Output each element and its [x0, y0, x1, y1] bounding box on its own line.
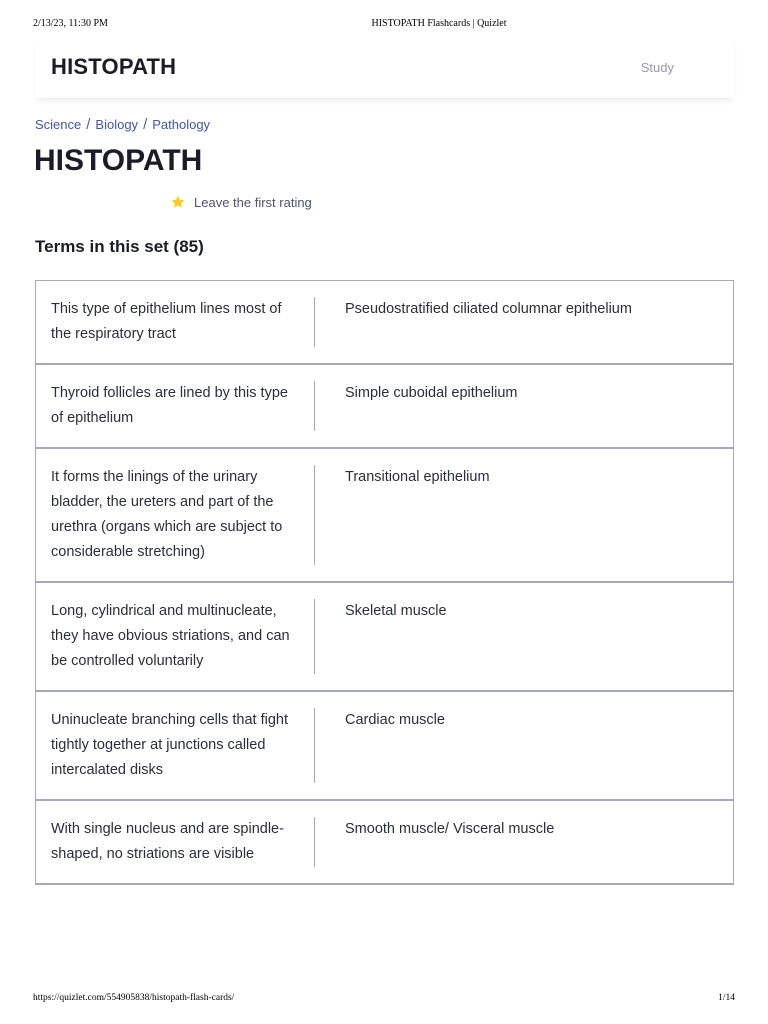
print-page-title: HISTOPATH Flashcards | Quizlet: [371, 18, 507, 29]
terms-list: [35, 280, 734, 885]
breadcrumb-separator: /: [143, 116, 148, 133]
definition-text: Cardiac muscle: [345, 712, 445, 728]
print-footer: [0, 991, 768, 1007]
rating-button[interactable]: [170, 194, 312, 210]
print-header: [0, 16, 768, 34]
term-text: It forms the linings of the urinary bladder, the ureters and part of the urethra (organs which are subject to considerable stretching): [51, 465, 315, 565]
term-row: [36, 281, 733, 365]
term-row: [36, 365, 733, 449]
top-bar: [35, 38, 734, 98]
print-page-number: 1/14: [718, 993, 735, 1003]
study-link[interactable]: Study: [640, 60, 674, 75]
definition-text: Simple cuboidal epithelium: [345, 385, 518, 401]
term-text: Thyroid follicles are lined by this type of epithelium: [51, 381, 315, 431]
star-icon: [170, 194, 186, 210]
term-row: [36, 583, 733, 692]
breadcrumb: [35, 116, 210, 133]
term-text: This type of epithelium lines most of the respiratory tract: [51, 297, 315, 347]
term-text: With single nucleus and are spindle-shaped, no striations are visible: [51, 817, 315, 867]
breadcrumb-pathology[interactable]: Pathology: [152, 117, 211, 132]
breadcrumb-separator: /: [86, 116, 91, 133]
breadcrumb-biology[interactable]: Biology: [95, 117, 139, 132]
term-row: [36, 449, 733, 583]
terms-heading: Terms in this set (85): [35, 237, 204, 256]
term-text: Long, cylindrical and multinucleate, they have obvious striations, and can be controlled voluntarily: [51, 599, 315, 674]
definition-text: Smooth muscle/ Visceral muscle: [345, 821, 555, 837]
definition-text: Pseudostratified ciliated columnar epithelium: [345, 301, 632, 317]
definition-text: Transitional epithelium: [345, 469, 490, 485]
print-url: https://quizlet.com/554905838/histopath-flash-cards/: [33, 993, 235, 1003]
breadcrumb-science[interactable]: Science: [35, 117, 82, 132]
print-date: 2/13/23, 11:30 PM: [33, 18, 108, 29]
page-title: HISTOPATH: [34, 144, 203, 177]
definition-text: Skeletal muscle: [345, 603, 447, 619]
term-row: [36, 692, 733, 801]
term-row: [36, 801, 733, 885]
term-text: Uninucleate branching cells that fight tightly together at junctions called intercalated disks: [51, 708, 315, 783]
set-name-header: HISTOPATH: [51, 54, 177, 79]
rating-label: Leave the first rating: [194, 194, 312, 210]
